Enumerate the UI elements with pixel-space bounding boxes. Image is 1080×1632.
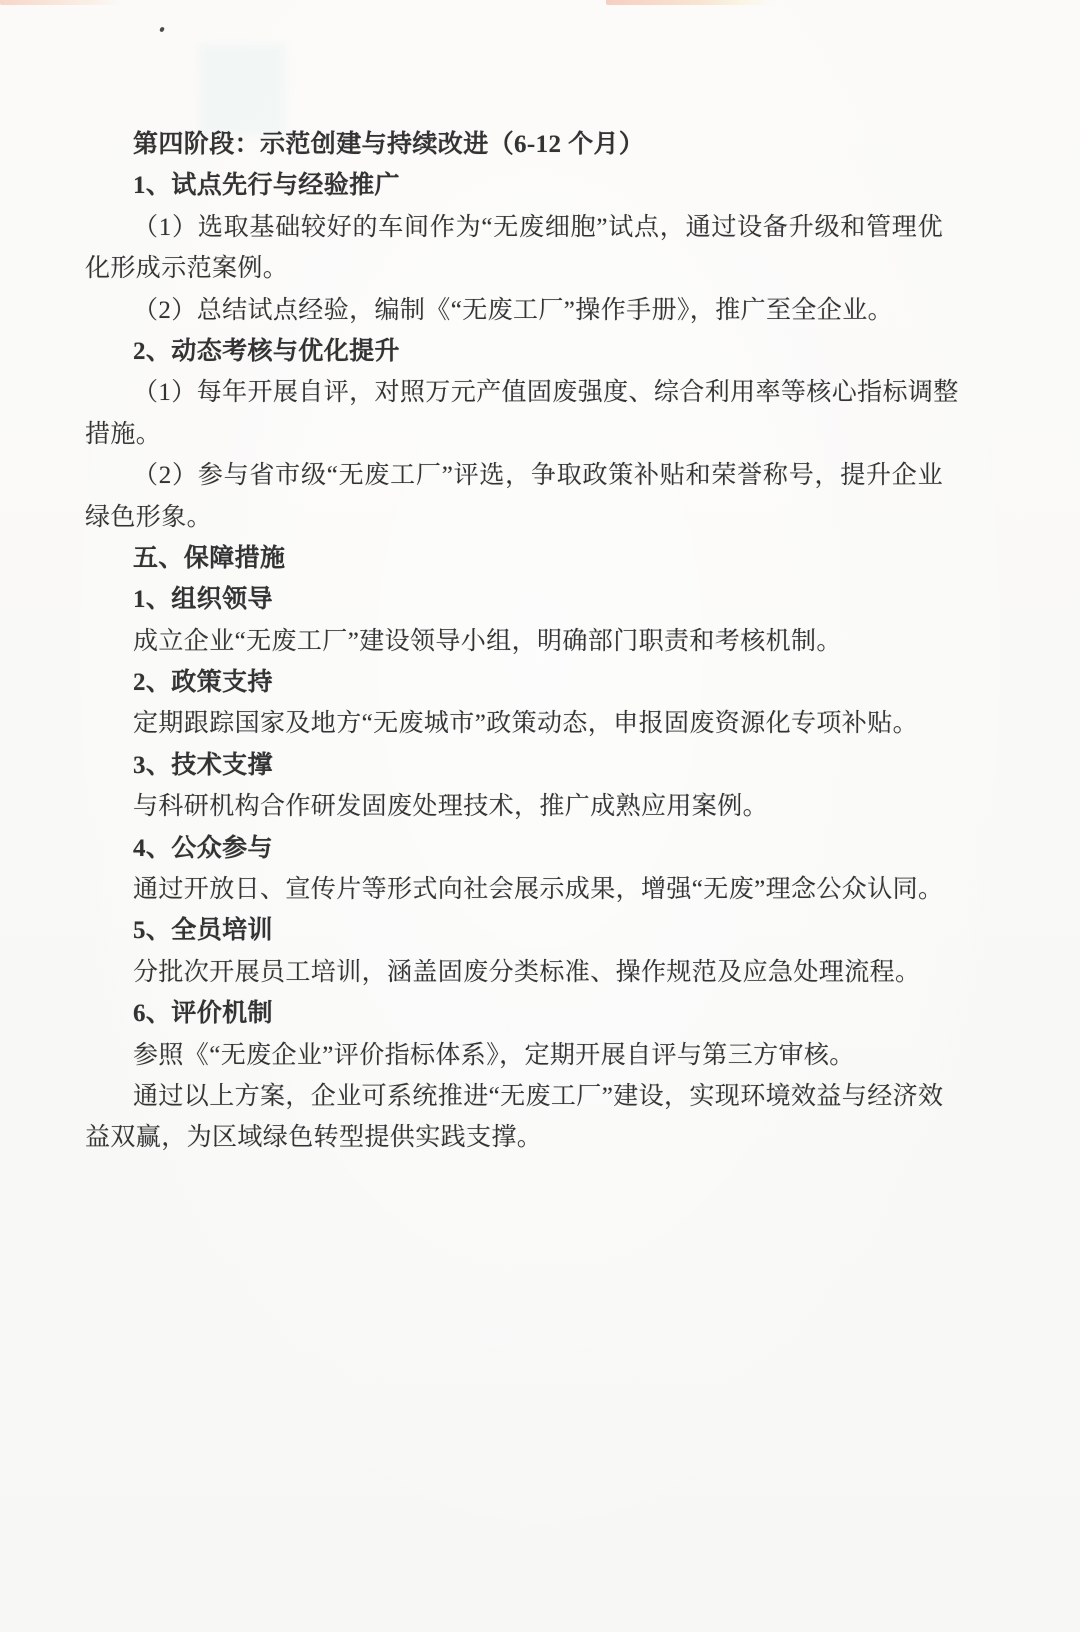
body-text-line: 化形成示范案例。 xyxy=(85,255,289,283)
body-text-line: （1）选取基础较好的车间作为“无废细胞”试点，通过设备升级和管理优 xyxy=(133,213,943,241)
closing-text-line: 通过以上方案，企业可系统推进“无废工厂”建设，实现环境效益与经济效 xyxy=(133,1082,944,1110)
body-text-line: 成立企业“无废工厂”建设领导小组，明确部门职责和考核机制。 xyxy=(133,627,842,655)
phase-heading: 第四阶段：示范创建与持续改进（6-12 个月） xyxy=(133,131,645,158)
body-text-line: 定期跟踪国家及地方“无废城市”政策动态，申报固废资源化专项补贴。 xyxy=(133,710,918,738)
section-heading: 6、评价机制 xyxy=(133,1000,273,1028)
section-heading: 2、政策支持 xyxy=(133,669,273,697)
document-text-block xyxy=(85,124,959,1159)
chapter-heading: 五、保障措施 xyxy=(133,544,286,572)
body-text-line: （2）总结试点经验，编制《“无废工厂”操作手册》，推广至全企业。 xyxy=(133,296,893,324)
body-text-line: 分批次开展员工培训，涵盖固废分类标准、操作规范及应急处理流程。 xyxy=(133,958,921,986)
scan-speck xyxy=(159,26,165,32)
section-heading: 1、试点先行与经验推广 xyxy=(133,172,400,200)
section-heading: 4、公众参与 xyxy=(133,834,273,862)
body-text-line: 参照《“无废企业”评价指标体系》，定期开展自评与第三方审核。 xyxy=(133,1041,855,1069)
scan-artifact-top-middle xyxy=(606,0,776,5)
section-heading: 1、组织领导 xyxy=(133,586,273,614)
body-text-line: （1）每年开展自评，对照万元产值固废强度、综合利用率等核心指标调整 xyxy=(133,379,959,407)
scan-smudge xyxy=(200,45,285,135)
section-heading: 2、动态考核与优化提升 xyxy=(133,337,400,365)
body-text-line: （2）参与省市级“无废工厂”评选，争取政策补贴和荣誉称号，提升企业 xyxy=(133,462,943,490)
scan-artifact-top-left xyxy=(0,0,122,5)
section-heading: 5、全员培训 xyxy=(133,917,273,945)
section-heading: 3、技术支撑 xyxy=(133,751,273,779)
body-text-line: 与科研机构合作研发固废处理技术，推广成熟应用案例。 xyxy=(133,793,769,821)
closing-text-line: 益双赢，为区域绿色转型提供实践支撑。 xyxy=(85,1124,543,1152)
body-text-line: 通过开放日、宣传片等形式向社会展示成果，增强“无废”理念公众认同。 xyxy=(133,876,944,904)
body-text-line: 措施。 xyxy=(85,420,162,448)
body-text-line: 绿色形象。 xyxy=(85,503,213,531)
